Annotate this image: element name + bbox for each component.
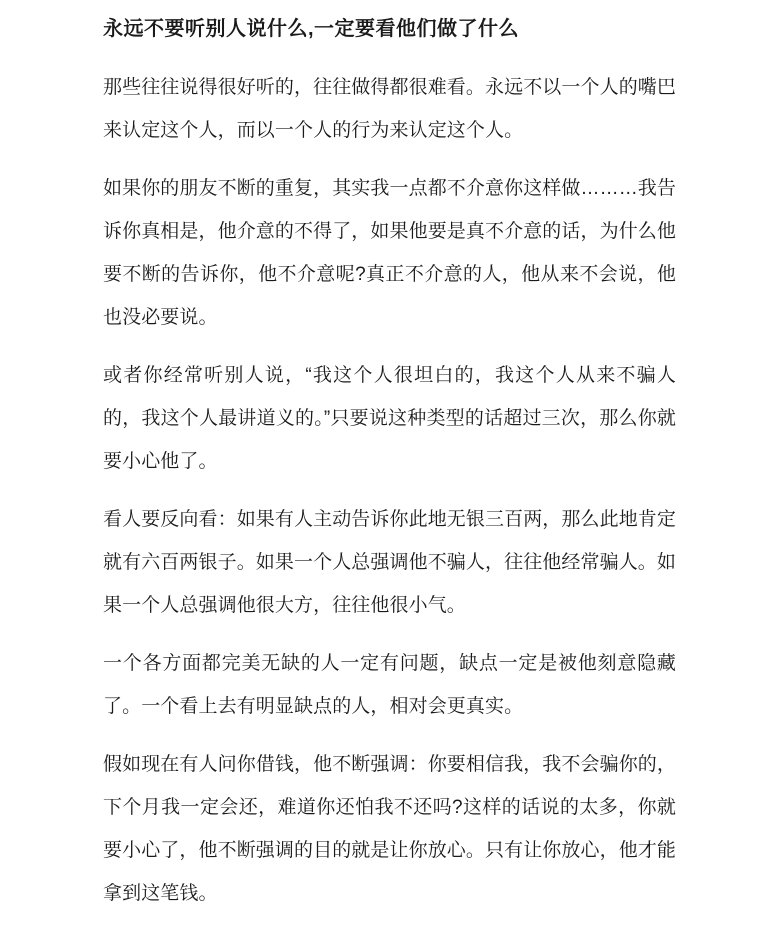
paragraph-3: 或者你经常听别人说，“我这个人很坦白的，我这个人从来不骗人的，我这个人最讲道义的。”只要说这种类型的话超过三次，那么你就要小心他了。 bbox=[103, 365, 676, 472]
paragraph-6: 假如现在有人问你借钱，他不断强调：你要相信我，我不会骗你的，下个月我一定会还，难道你还怕我不还吗?这样的话说的太多，你就要小心了，他不断强调的目的就是让你放心。只有让你放心，他才能拿到这笔钱。 bbox=[103, 754, 677, 904]
paragraph-2: 如果你的朋友不断的重复，其实我一点都不介意你这样做………我告诉你真相是，他介意的不得了，如果他要是真不介意的话，为什么他要不断的告诉你，他不介意呢?真正不介意的人，他从来不会说，他也没必要说。 bbox=[103, 178, 677, 328]
paragraph-4: 看人要反向看：如果有人主动告诉你此地无银三百两，那么此地肯定就有六百两银子。如果一个人总强调他不骗人，往往他经常骗人。如果一个人总强调他很大方，往往他很小气。 bbox=[103, 509, 677, 616]
paragraph-1: 那些往往说得很好听的，往往做得都很难看。永远不以一个人的嘴巴来认定这个人，而以一个人的行为来认定这个人。 bbox=[103, 77, 677, 141]
paragraph-5: 一个各方面都完美无缺的人一定有问题，缺点一定是被他刻意隐藏了。一个看上去有明显缺点的人，相对会更真实。 bbox=[103, 653, 676, 717]
page-title: 永远不要听别人说什么,一定要看他们做了什么 bbox=[103, 18, 520, 40]
